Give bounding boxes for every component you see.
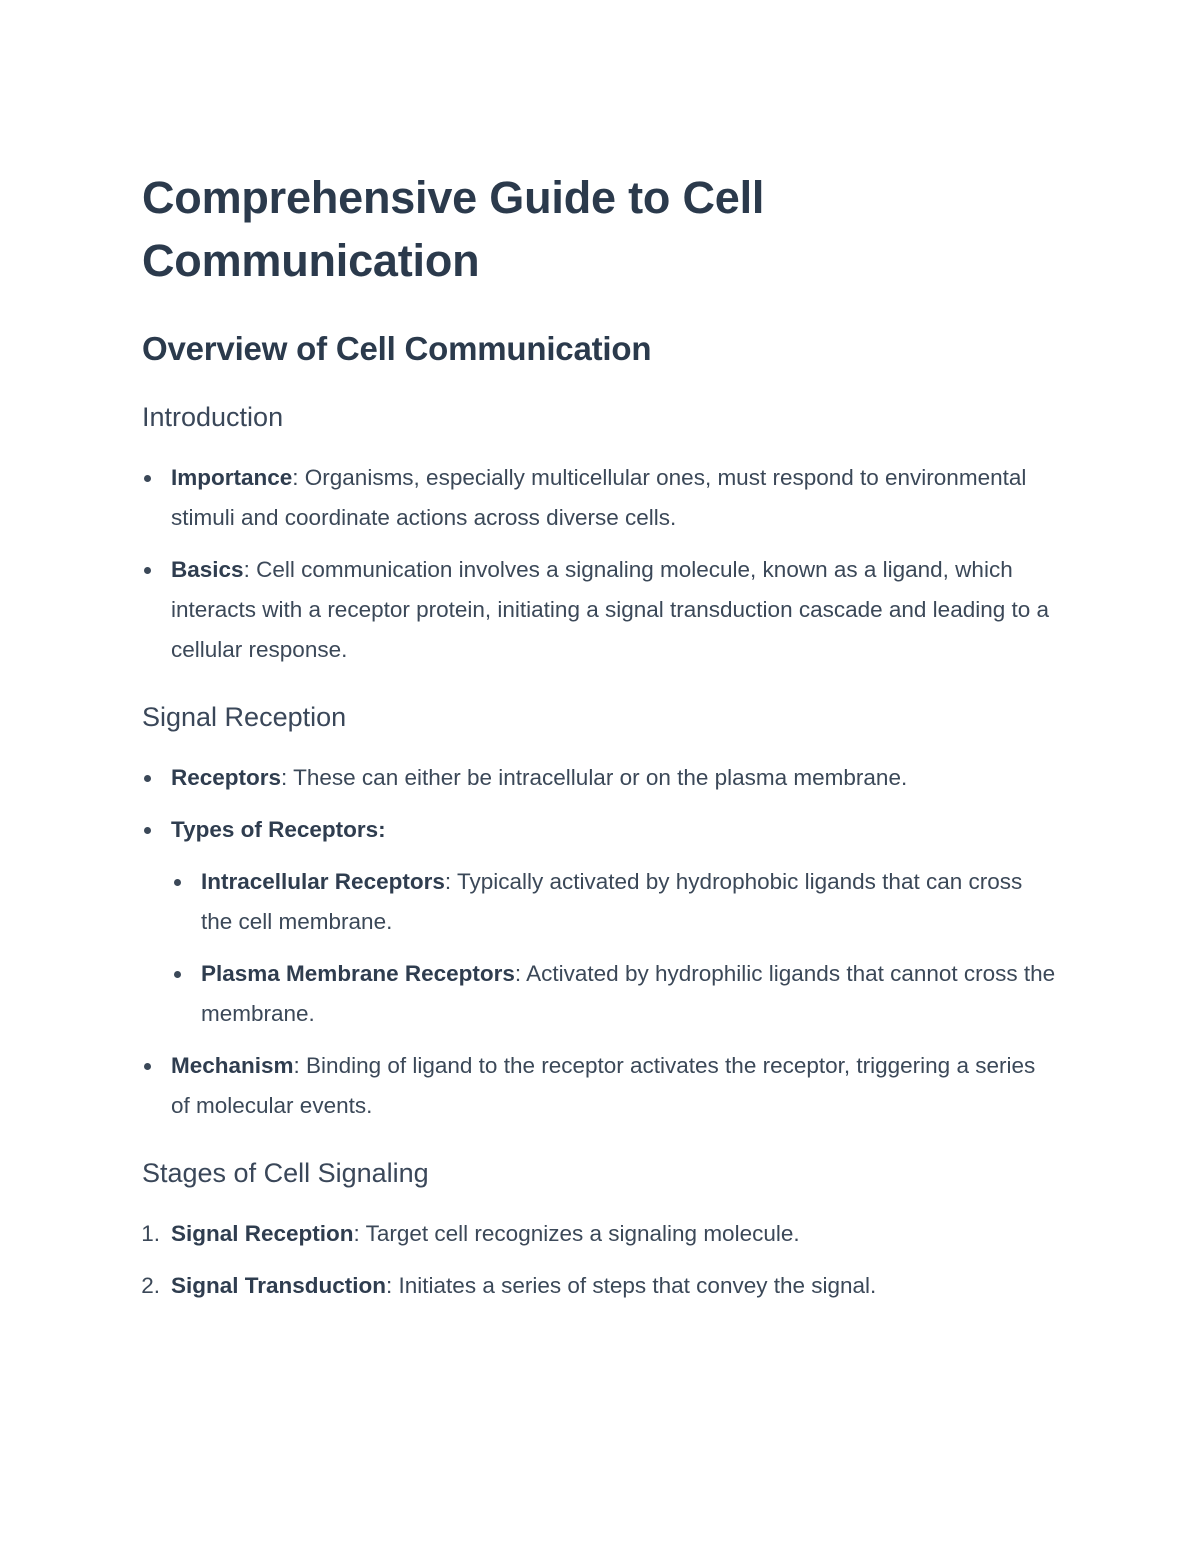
stages-list <box>142 1214 1057 1306</box>
bullet-icon <box>144 567 151 574</box>
item-text: : Target cell recognizes a signaling molecule. <box>353 1221 800 1246</box>
numbered-list-item <box>142 1266 1057 1306</box>
list-item <box>142 458 1057 538</box>
item-number: 2. <box>141 1273 160 1298</box>
item-text: : Binding of ligand to the receptor activates the receptor, triggering a series of molecular events. <box>171 1053 1036 1118</box>
item-term: Importance <box>171 465 293 490</box>
document-title: Comprehensive Guide to Cell Communication <box>142 172 765 286</box>
item-text: : These can either be intracellular or on the plasma membrane. <box>281 765 908 790</box>
introduction-heading: Introduction <box>142 402 284 432</box>
receptor-types-sublist <box>142 862 1057 1034</box>
item-term: Types of Receptors <box>171 817 379 842</box>
list-item <box>142 758 1057 798</box>
sub-list-item <box>142 954 1057 1034</box>
item-text: : Cell communication involves a signaling molecule, known as a ligand, which interacts with a receptor protein, initiating a signal transduction cascade and leading to a cellular response. <box>171 557 1050 662</box>
introduction-list <box>142 458 1057 670</box>
numbered-list-item <box>142 1214 1057 1254</box>
list-item <box>142 1046 1057 1126</box>
item-text: : Activated by hydrophilic ligands that cannot cross the membrane. <box>201 961 1056 1026</box>
bullet-icon <box>144 1063 151 1070</box>
signal-reception-heading: Signal Reception <box>142 702 347 732</box>
signal-reception-list <box>142 758 1057 1126</box>
bullet-icon <box>144 827 151 834</box>
document-page <box>142 166 1057 1306</box>
item-term: Mechanism <box>171 1053 294 1078</box>
bullet-icon <box>174 971 181 978</box>
item-term: Receptors <box>171 765 282 790</box>
item-term: Plasma Membrane Receptors <box>201 961 515 986</box>
item-term: Signal Reception <box>171 1221 354 1246</box>
item-text: : Typically activated by hydrophobic ligands that can cross the cell membrane. <box>201 869 1023 934</box>
overview-heading: Overview of Cell Communication <box>142 330 652 367</box>
bullet-icon <box>174 879 181 886</box>
list-item <box>142 810 1057 1034</box>
bullet-icon <box>144 475 151 482</box>
item-term: Intracellular Receptors <box>201 869 445 894</box>
list-item <box>142 550 1057 670</box>
stages-heading: Stages of Cell Signaling <box>142 1158 429 1188</box>
bullet-icon <box>144 775 151 782</box>
item-term: Signal Transduction <box>171 1273 387 1298</box>
item-text: : <box>378 817 386 842</box>
item-term: Basics <box>171 557 244 582</box>
item-text: : Organisms, especially multicellular ones, must respond to environmental stimuli and coordinate actions across diverse cells. <box>171 465 1027 530</box>
item-number: 1. <box>141 1221 160 1246</box>
item-text: : Initiates a series of steps that convey the signal. <box>386 1273 877 1298</box>
sub-list-item <box>142 862 1057 942</box>
